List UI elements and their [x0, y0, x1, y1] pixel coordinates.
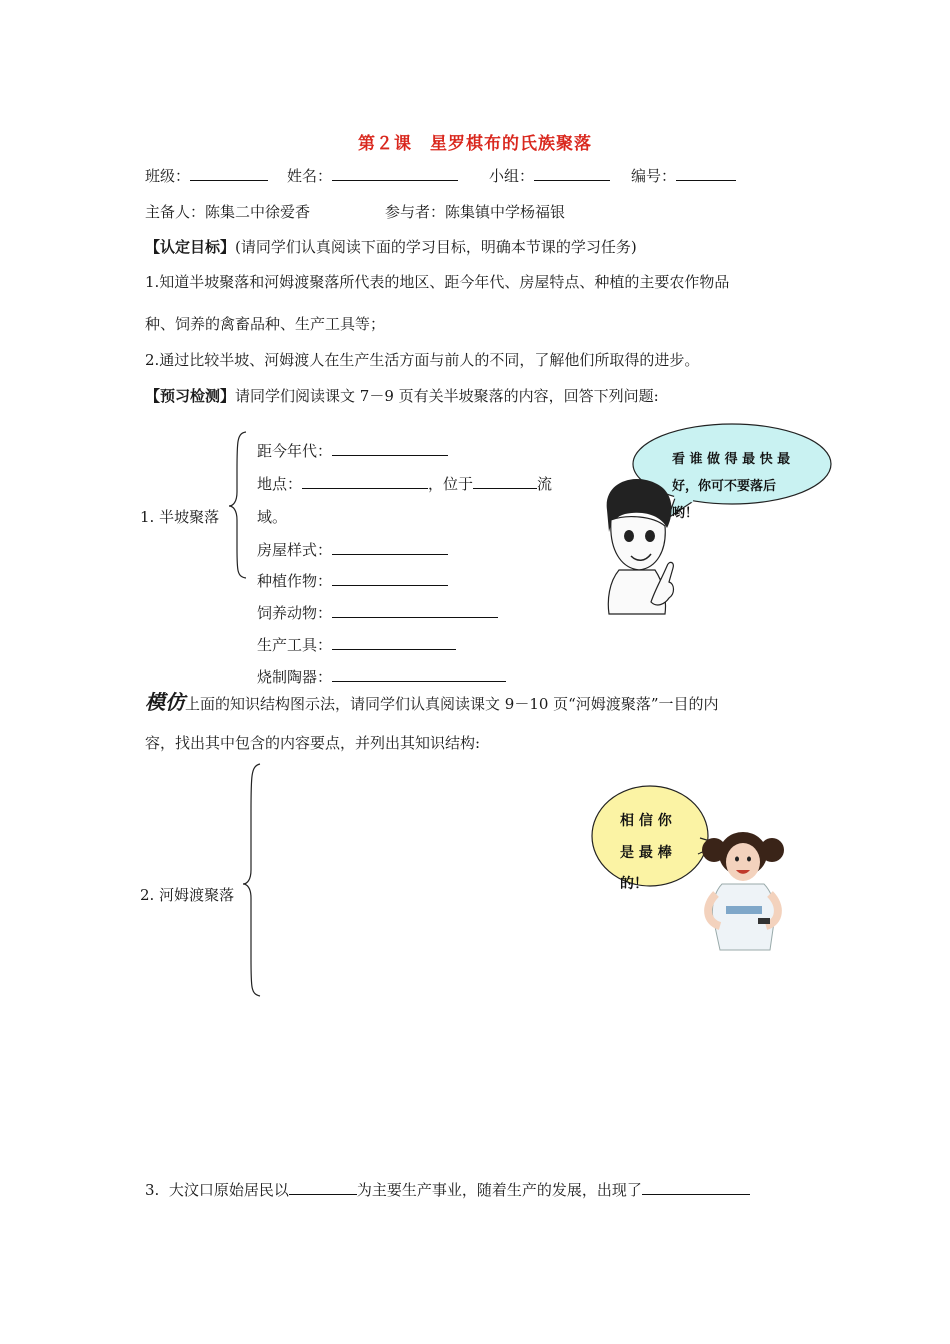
bubble-1-line-1: 看 谁 做 得 最 快 最 — [672, 452, 791, 467]
q3-blank-1[interactable] — [289, 1179, 357, 1195]
bubble-1-line-2: 好，你可不要落后 — [672, 479, 777, 494]
lead-author: 主备人：陈集二中徐爱香 — [145, 203, 311, 221]
name-blank[interactable] — [332, 165, 458, 181]
pottery-label: 烧制陶器： — [257, 668, 333, 686]
bubble-2-line-1: 相 信 你 — [620, 813, 672, 829]
imitate-text-1: 上面的知识结构图示法，请同学们认真阅读课文 9－10 页“河姆渡聚落”一目的内 — [185, 695, 719, 713]
group-field — [489, 165, 610, 186]
banpo-label: 1. 半坡聚落 — [140, 508, 220, 526]
animals-label: 饲养动物： — [257, 604, 333, 622]
river-label: 流 — [537, 475, 553, 493]
class-field — [145, 165, 268, 186]
number-field — [631, 165, 736, 186]
class-label: 班级： — [145, 167, 191, 185]
era-label: 距今年代： — [257, 442, 333, 460]
banpo-era — [257, 440, 448, 461]
goals-intro: (请同学们认真阅读下面的学习目标，明确本节课的学习任务) — [235, 238, 637, 256]
preview-heading: 【预习检测】 — [145, 387, 236, 405]
place-label: 地点： — [257, 475, 303, 493]
question-3 — [145, 1179, 750, 1200]
banpo-crops — [257, 570, 448, 591]
animals-blank[interactable] — [332, 602, 498, 618]
preview-intro: 请同学们阅读课文 7－9 页有关半坡聚落的内容，回答下列问题: — [235, 387, 659, 405]
goal-item-1-line-1: 1.知道半坡聚落和河姆渡聚落所代表的地区、距今年代、房屋特点、种植的主要农作物品 — [145, 273, 730, 291]
era-blank[interactable] — [332, 440, 448, 456]
banpo-place — [257, 473, 552, 494]
bubble-2-line-3: 的！ — [620, 876, 648, 892]
number-label: 编号： — [631, 167, 677, 185]
banpo-basin: 域。 — [257, 508, 288, 526]
banpo-brace-icon — [226, 430, 250, 580]
banpo-house — [257, 539, 448, 560]
hemudu-brace-icon — [240, 762, 264, 998]
crops-label: 种植作物： — [257, 572, 333, 590]
bubble-2-line-2: 是 最 棒 — [620, 845, 672, 861]
banpo-tools — [257, 634, 456, 655]
goal-item-1-line-2: 种、饲养的禽畜品种、生产工具等； — [145, 315, 386, 333]
hemudu-label: 2. 河姆渡聚落 — [140, 886, 235, 904]
imitate-lead: 模仿 — [145, 690, 185, 714]
river-blank[interactable] — [473, 473, 537, 489]
q3-number: 3. — [145, 1181, 160, 1199]
class-blank[interactable] — [190, 165, 268, 181]
q3-blank-2[interactable] — [642, 1179, 750, 1195]
pottery-blank[interactable] — [332, 666, 506, 682]
goals-heading: 【认定目标】 — [145, 238, 236, 256]
imitate-line-1 — [145, 692, 719, 714]
page-title: 第２课 星罗棋布的氏族聚落 — [358, 134, 592, 154]
banpo-pottery — [257, 666, 506, 687]
imitate-line-2: 容，找出其中包含的内容要点，并列出其知识结构: — [145, 734, 481, 752]
goal-item-2: 2.通过比较半坡、河姆渡人在生产生活方面与前人的不同，了解他们所取得的进步。 — [145, 351, 700, 369]
participant-author: 参与者：陈集镇中学杨福银 — [385, 203, 566, 221]
goals-line — [145, 237, 637, 257]
name-field — [287, 165, 458, 186]
located-label: ，位于 — [428, 475, 474, 493]
group-blank[interactable] — [534, 165, 610, 181]
number-blank[interactable] — [676, 165, 736, 181]
bubble-1-line-3: 哟！ — [672, 506, 699, 521]
q3-part-1: 大汶口原始居民以 — [168, 1181, 289, 1199]
q3-part-2: 为主要生产事业，随着生产的发展，出现了 — [356, 1181, 642, 1199]
cartoon-boy-icon — [595, 470, 685, 615]
place-blank[interactable] — [302, 473, 428, 489]
tools-blank[interactable] — [332, 634, 456, 650]
house-blank[interactable] — [332, 539, 448, 555]
tools-label: 生产工具： — [257, 636, 333, 654]
group-label: 小组： — [489, 167, 535, 185]
preview-line — [145, 386, 659, 406]
house-label: 房屋样式： — [257, 541, 333, 559]
name-label: 姓名： — [287, 167, 333, 185]
girl-photo-icon — [700, 826, 786, 951]
banpo-animals — [257, 602, 498, 623]
crops-blank[interactable] — [332, 570, 448, 586]
